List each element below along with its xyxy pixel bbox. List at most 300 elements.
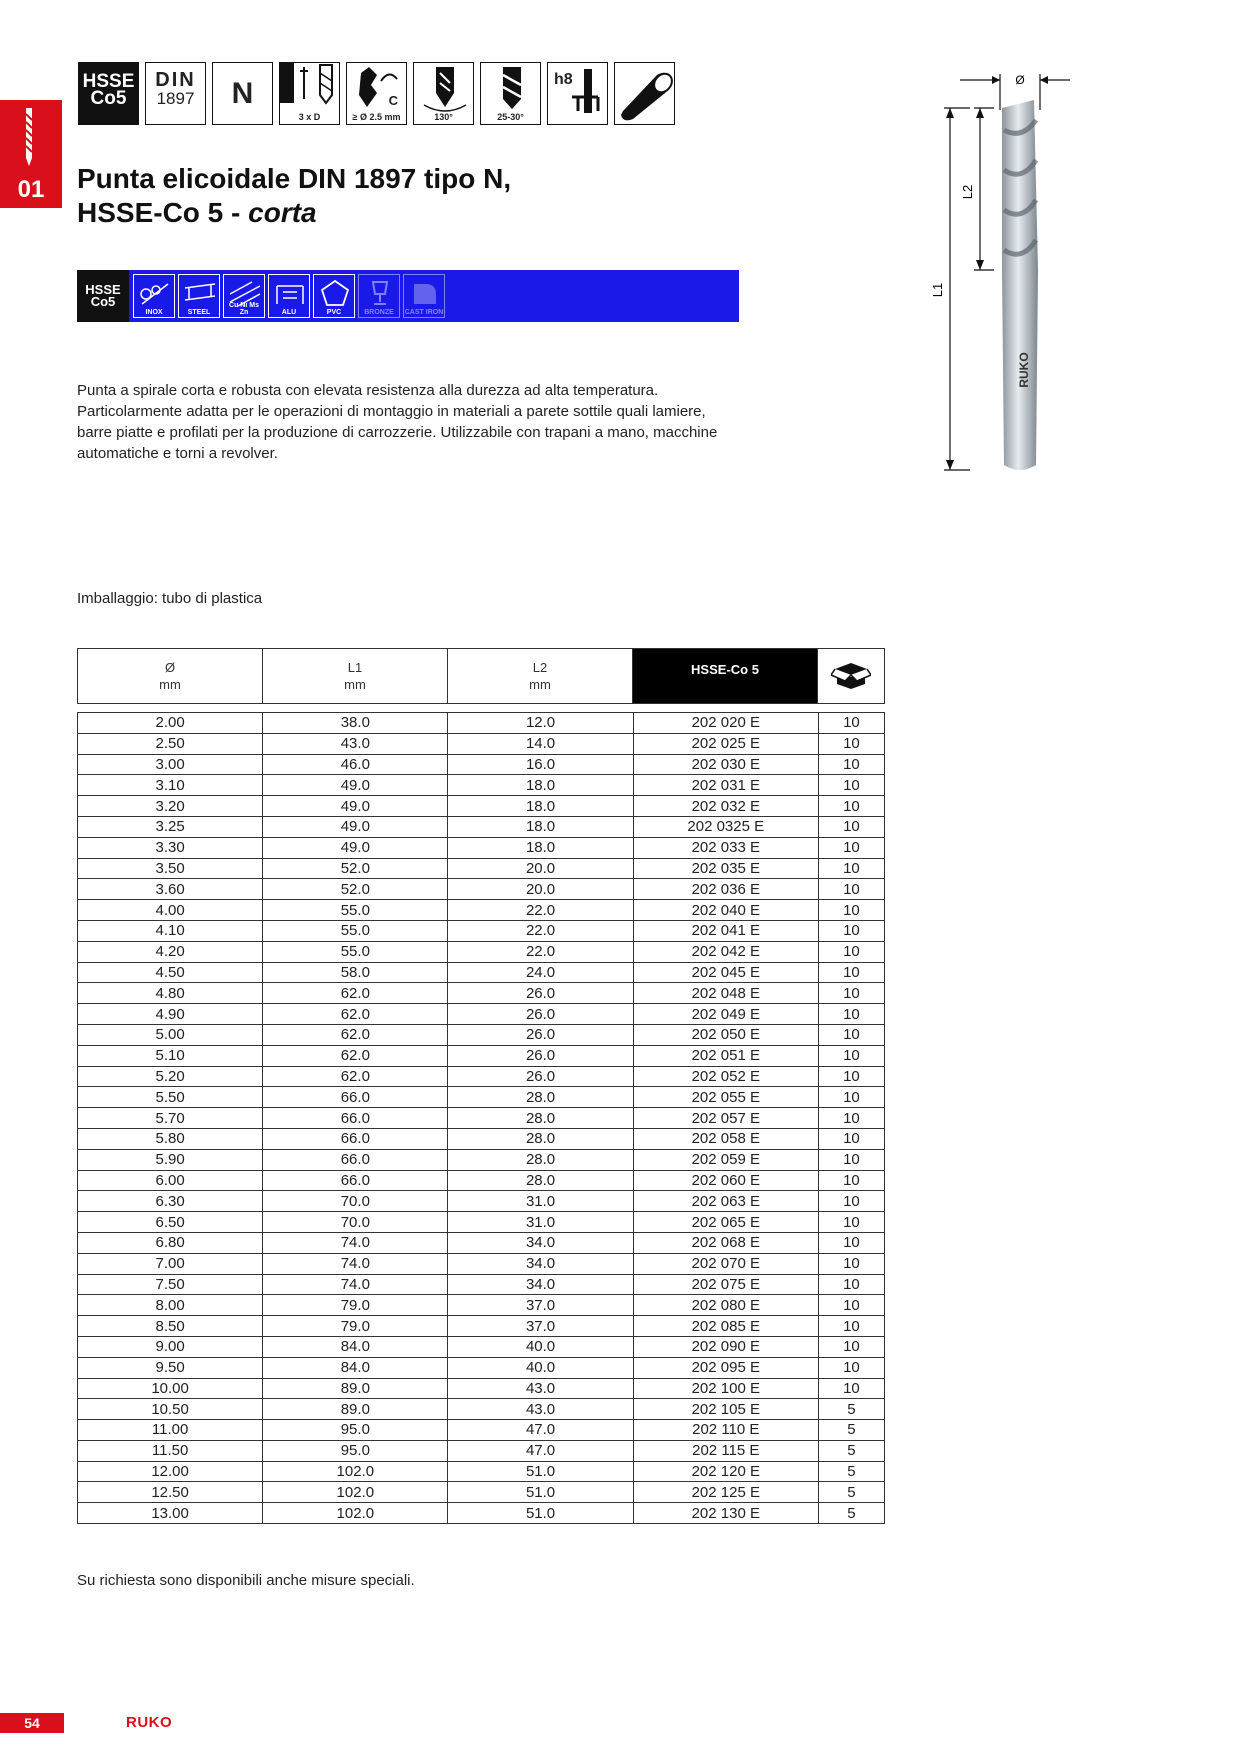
din-number: 1897	[156, 89, 195, 108]
col-l2	[448, 649, 633, 703]
table-row	[78, 754, 885, 775]
cell-l2: 22.0	[448, 920, 633, 941]
table-row	[78, 1066, 885, 1087]
cell-diameter: 5.80	[78, 1128, 263, 1149]
cell-pack: 10	[818, 983, 884, 1004]
box-icon	[831, 657, 871, 691]
packaging-info: Imballaggio: tubo di plastica	[77, 590, 263, 607]
footer-note: Su richiesta sono disponibili anche misure speciali.	[77, 1572, 415, 1589]
section-number: 01	[17, 176, 45, 203]
material-hsse-badge	[77, 270, 129, 322]
cell-l1: 74.0	[263, 1253, 448, 1274]
l2-label: L2	[960, 184, 975, 200]
product-description	[77, 380, 797, 464]
cell-article: 202 130 E	[633, 1503, 818, 1524]
cell-l1: 62.0	[263, 1004, 448, 1025]
cell-pack: 5	[818, 1482, 884, 1503]
product-table	[77, 712, 885, 1524]
cell-l2: 51.0	[448, 1482, 633, 1503]
material-bronze	[358, 274, 400, 318]
cell-diameter: 7.50	[78, 1274, 263, 1295]
cell-pack: 10	[818, 1128, 884, 1149]
diameter-label: Ø	[1015, 73, 1025, 87]
cell-article: 202 060 E	[633, 1170, 818, 1191]
cell-l2: 18.0	[448, 796, 633, 817]
material-label: BRONZE	[364, 309, 394, 316]
cell-pack: 10	[818, 962, 884, 983]
material-pvc	[313, 274, 355, 318]
cell-l1: 58.0	[263, 962, 448, 983]
cell-article: 202 0325 E	[633, 816, 818, 837]
drilling-depth-icon	[279, 62, 340, 125]
cell-l1: 102.0	[263, 1503, 448, 1524]
cell-article: 202 032 E	[633, 796, 818, 817]
table-row	[78, 962, 885, 983]
title-line-2	[77, 196, 511, 230]
cell-pack: 10	[818, 1191, 884, 1212]
material-icons	[133, 274, 445, 318]
tolerance-label: h8	[554, 71, 573, 88]
cell-diameter: 9.50	[78, 1357, 263, 1378]
material-nonferrous	[223, 274, 265, 318]
shank-icon	[614, 62, 675, 125]
cell-pack: 10	[818, 1066, 884, 1087]
cell-l1: 79.0	[263, 1295, 448, 1316]
table-row	[78, 1191, 885, 1212]
table-row	[78, 1045, 885, 1066]
cell-l2: 40.0	[448, 1336, 633, 1357]
center-label: ≥ Ø 2.5 mm	[352, 112, 401, 122]
col-l1	[263, 649, 448, 703]
cell-diameter: 12.00	[78, 1461, 263, 1482]
din-badge	[145, 62, 206, 125]
cell-article: 202 058 E	[633, 1128, 818, 1149]
cell-pack: 5	[818, 1420, 884, 1441]
material-cast-iron	[403, 274, 445, 318]
cell-article: 202 105 E	[633, 1399, 818, 1420]
cell-l2: 26.0	[448, 1024, 633, 1045]
cell-l2: 51.0	[448, 1461, 633, 1482]
table-row	[78, 1087, 885, 1108]
cell-pack: 10	[818, 754, 884, 775]
cell-article: 202 048 E	[633, 983, 818, 1004]
cell-l2: 20.0	[448, 858, 633, 879]
table-row	[78, 941, 885, 962]
cell-l1: 74.0	[263, 1274, 448, 1295]
cell-l1: 52.0	[263, 858, 448, 879]
cell-l2: 51.0	[448, 1503, 633, 1524]
drill-illustration	[930, 70, 1070, 490]
cell-l2: 16.0	[448, 754, 633, 775]
cell-l1: 46.0	[263, 754, 448, 775]
cell-l2: 12.0	[448, 713, 633, 734]
cell-diameter: 11.00	[78, 1420, 263, 1441]
cell-l2: 28.0	[448, 1128, 633, 1149]
cell-article: 202 042 E	[633, 941, 818, 962]
cell-l2: 26.0	[448, 1045, 633, 1066]
table-row	[78, 1378, 885, 1399]
table-row	[78, 1461, 885, 1482]
table-row	[78, 775, 885, 796]
cell-article: 202 040 E	[633, 900, 818, 921]
material-hsse-label: HSSE	[85, 282, 121, 297]
hsse-label: HSSE	[82, 71, 135, 92]
cell-pack: 10	[818, 1149, 884, 1170]
cell-diameter: 4.80	[78, 983, 263, 1004]
table-row	[78, 1149, 885, 1170]
cell-l1: 66.0	[263, 1087, 448, 1108]
cell-diameter: 5.10	[78, 1045, 263, 1066]
cell-pack: 10	[818, 1357, 884, 1378]
cell-l1: 84.0	[263, 1336, 448, 1357]
din-label: DIN	[155, 69, 196, 91]
col-label: L1	[347, 660, 363, 675]
cell-l2: 37.0	[448, 1316, 633, 1337]
cell-l2: 28.0	[448, 1170, 633, 1191]
cell-diameter: 3.20	[78, 796, 263, 817]
cell-l1: 49.0	[263, 775, 448, 796]
table-row	[78, 1024, 885, 1045]
cell-pack: 10	[818, 920, 884, 941]
col-label: HSSE-Co 5	[691, 662, 759, 677]
type-label: N	[231, 77, 254, 110]
center-drill-icon	[346, 62, 407, 125]
cell-pack: 10	[818, 1274, 884, 1295]
cell-diameter: 3.50	[78, 858, 263, 879]
cell-diameter: 8.50	[78, 1316, 263, 1337]
cell-diameter: 5.20	[78, 1066, 263, 1087]
cell-diameter: 5.50	[78, 1087, 263, 1108]
cell-diameter: 9.00	[78, 1336, 263, 1357]
cell-l1: 66.0	[263, 1108, 448, 1129]
cell-l2: 18.0	[448, 816, 633, 837]
cell-diameter: 5.90	[78, 1149, 263, 1170]
cell-diameter: 3.25	[78, 816, 263, 837]
cell-l1: 49.0	[263, 796, 448, 817]
material-label: INOX	[145, 309, 163, 316]
cell-article: 202 041 E	[633, 920, 818, 941]
cell-article: 202 049 E	[633, 1004, 818, 1025]
cell-pack: 10	[818, 1087, 884, 1108]
cell-l2: 28.0	[448, 1149, 633, 1170]
cell-diameter: 12.50	[78, 1482, 263, 1503]
cell-diameter: 4.00	[78, 900, 263, 921]
cell-pack: 10	[818, 1004, 884, 1025]
cell-l1: 52.0	[263, 879, 448, 900]
cell-diameter: 4.20	[78, 941, 263, 962]
table-row	[78, 900, 885, 921]
cast-iron-icon	[408, 278, 442, 308]
table-row	[78, 713, 885, 734]
table-row	[78, 1482, 885, 1503]
helix-label: 25-30°	[497, 112, 524, 122]
table-body	[78, 713, 885, 1524]
brand-logo: RUKO	[126, 1714, 173, 1731]
cell-l2: 18.0	[448, 775, 633, 796]
table-row	[78, 1420, 885, 1441]
cell-pack: 10	[818, 858, 884, 879]
cell-l2: 22.0	[448, 900, 633, 921]
material-inox	[133, 274, 175, 318]
cell-article: 202 100 E	[633, 1378, 818, 1399]
section-tab	[0, 100, 62, 208]
cell-pack: 10	[818, 1024, 884, 1045]
cell-l1: 89.0	[263, 1378, 448, 1399]
table-row	[78, 1128, 885, 1149]
cell-l2: 40.0	[448, 1357, 633, 1378]
alu-icon	[273, 278, 307, 308]
spec-icon-row	[78, 62, 675, 125]
table-row	[78, 796, 885, 817]
table-row	[78, 1232, 885, 1253]
material-bar	[77, 270, 739, 322]
cell-article: 202 120 E	[633, 1461, 818, 1482]
cell-article: 202 030 E	[633, 754, 818, 775]
cell-diameter: 4.90	[78, 1004, 263, 1025]
cell-article: 202 051 E	[633, 1045, 818, 1066]
cell-diameter: 10.00	[78, 1378, 263, 1399]
steel-icon	[183, 278, 217, 308]
cell-article: 202 035 E	[633, 858, 818, 879]
description-line: Particolarmente adatta per le operazioni di montaggio in materiali a parete sottile quali lamiere,	[77, 403, 706, 420]
cell-article: 202 052 E	[633, 1066, 818, 1087]
cell-l1: 66.0	[263, 1170, 448, 1191]
cell-l1: 62.0	[263, 983, 448, 1004]
drill-brand: RUKO	[1017, 352, 1031, 388]
title-line-2-italic: corta	[248, 197, 317, 228]
cell-pack: 5	[818, 1461, 884, 1482]
cell-pack: 5	[818, 1399, 884, 1420]
cell-pack: 10	[818, 1170, 884, 1191]
inox-icon	[138, 278, 172, 308]
cell-diameter: 2.00	[78, 713, 263, 734]
material-alu	[268, 274, 310, 318]
table-row	[78, 1440, 885, 1461]
cell-article: 202 020 E	[633, 713, 818, 734]
col-pack	[818, 649, 884, 703]
cell-l2: 34.0	[448, 1232, 633, 1253]
cell-pack: 10	[818, 1336, 884, 1357]
cell-l2: 37.0	[448, 1295, 633, 1316]
cell-diameter: 4.10	[78, 920, 263, 941]
cell-l1: 95.0	[263, 1420, 448, 1441]
cell-article: 202 063 E	[633, 1191, 818, 1212]
cell-l1: 95.0	[263, 1440, 448, 1461]
cell-l1: 62.0	[263, 1024, 448, 1045]
cell-pack: 10	[818, 1378, 884, 1399]
description-line: automatiche e torni a revolver.	[77, 445, 278, 462]
cell-article: 202 057 E	[633, 1108, 818, 1129]
cell-pack: 10	[818, 796, 884, 817]
table-row	[78, 879, 885, 900]
cell-diameter: 3.60	[78, 879, 263, 900]
type-n-badge	[212, 62, 273, 125]
cell-l2: 28.0	[448, 1108, 633, 1129]
cell-article: 202 115 E	[633, 1440, 818, 1461]
drill-bit-icon	[22, 106, 36, 168]
cell-l2: 31.0	[448, 1191, 633, 1212]
table-row	[78, 1503, 885, 1524]
cell-diameter: 5.00	[78, 1024, 263, 1045]
col-unit: mm	[529, 677, 551, 692]
cell-diameter: 10.50	[78, 1399, 263, 1420]
cell-l2: 18.0	[448, 837, 633, 858]
material-co5-label: Co5	[90, 294, 116, 309]
cell-pack: 10	[818, 1045, 884, 1066]
cell-article: 202 090 E	[633, 1336, 818, 1357]
cell-l1: 55.0	[263, 900, 448, 921]
cell-diameter: 8.00	[78, 1295, 263, 1316]
cell-pack: 10	[818, 816, 884, 837]
table-row	[78, 816, 885, 837]
cell-l1: 55.0	[263, 941, 448, 962]
cell-article: 202 085 E	[633, 1316, 818, 1337]
title-line-2-plain: HSSE-Co 5 -	[77, 197, 249, 228]
cell-l2: 34.0	[448, 1274, 633, 1295]
table-row	[78, 920, 885, 941]
cell-diameter: 3.10	[78, 775, 263, 796]
cell-pack: 10	[818, 775, 884, 796]
cell-article: 202 059 E	[633, 1149, 818, 1170]
point-angle-icon	[413, 62, 474, 125]
cell-pack: 10	[818, 941, 884, 962]
cell-diameter: 6.80	[78, 1232, 263, 1253]
cell-l1: 102.0	[263, 1461, 448, 1482]
cell-article: 202 025 E	[633, 733, 818, 754]
table-row	[78, 1399, 885, 1420]
cell-diameter: 7.00	[78, 1253, 263, 1274]
title-line-1: Punta elicoidale DIN 1897 tipo N,	[77, 163, 512, 194]
cell-l1: 102.0	[263, 1482, 448, 1503]
cell-l2: 22.0	[448, 941, 633, 962]
table-header	[77, 648, 885, 704]
angle-label: 130°	[434, 112, 453, 122]
cell-l2: 34.0	[448, 1253, 633, 1274]
material-label: Cu Ni Ms Zn	[229, 302, 259, 316]
cell-diameter: 6.00	[78, 1170, 263, 1191]
cell-pack: 10	[818, 1295, 884, 1316]
cell-pack: 10	[818, 837, 884, 858]
cell-diameter: 4.50	[78, 962, 263, 983]
cell-article: 202 055 E	[633, 1087, 818, 1108]
cell-pack: 10	[818, 1212, 884, 1233]
cell-article: 202 065 E	[633, 1212, 818, 1233]
table-row	[78, 858, 885, 879]
cell-diameter: 3.30	[78, 837, 263, 858]
col-label: L2	[532, 660, 548, 675]
cell-l2: 31.0	[448, 1212, 633, 1233]
cell-article: 202 045 E	[633, 962, 818, 983]
cell-article: 202 125 E	[633, 1482, 818, 1503]
material-label: CAST IRON	[404, 309, 444, 316]
cell-l1: 66.0	[263, 1128, 448, 1149]
cell-l1: 84.0	[263, 1357, 448, 1378]
description-line: barre piatte e profilati per la produzione di carrozzerie. Utilizzabile con trapani a mano, macchine	[77, 424, 718, 441]
pvc-icon	[318, 278, 352, 308]
material-label: STEEL	[187, 309, 211, 316]
cell-article: 202 033 E	[633, 837, 818, 858]
cell-pack: 10	[818, 1316, 884, 1337]
cell-l1: 43.0	[263, 733, 448, 754]
table-row	[78, 733, 885, 754]
col-diameter	[78, 649, 263, 703]
material-label: PVC	[326, 309, 342, 316]
cell-l2: 24.0	[448, 962, 633, 983]
table-row	[78, 1170, 885, 1191]
cell-l1: 79.0	[263, 1316, 448, 1337]
cell-pack: 10	[818, 1253, 884, 1274]
l1-label: L1	[930, 282, 945, 298]
helix-angle-icon	[480, 62, 541, 125]
cell-l2: 43.0	[448, 1399, 633, 1420]
cell-pack: 5	[818, 1440, 884, 1461]
description-line: Punta a spirale corta e robusta con elevata resistenza alla durezza ad alta temperatura.	[77, 382, 659, 399]
material-steel	[178, 274, 220, 318]
col-article	[633, 649, 818, 703]
cell-article: 202 070 E	[633, 1253, 818, 1274]
bronze-icon	[363, 278, 397, 308]
cell-article: 202 036 E	[633, 879, 818, 900]
cell-l1: 62.0	[263, 1045, 448, 1066]
cell-article: 202 075 E	[633, 1274, 818, 1295]
cell-l1: 66.0	[263, 1149, 448, 1170]
cell-pack: 10	[818, 900, 884, 921]
cell-l1: 89.0	[263, 1399, 448, 1420]
cell-article: 202 095 E	[633, 1357, 818, 1378]
cell-l2: 26.0	[448, 1066, 633, 1087]
table-row	[78, 1357, 885, 1378]
cell-article: 202 050 E	[633, 1024, 818, 1045]
cell-diameter: 5.70	[78, 1108, 263, 1129]
cell-l2: 20.0	[448, 879, 633, 900]
cell-l1: 74.0	[263, 1232, 448, 1253]
cell-l2: 26.0	[448, 1004, 633, 1025]
cell-pack: 10	[818, 1232, 884, 1253]
cell-diameter: 6.50	[78, 1212, 263, 1233]
col-unit: mm	[159, 677, 181, 692]
cell-pack: 10	[818, 879, 884, 900]
cell-pack: 10	[818, 733, 884, 754]
cell-l1: 49.0	[263, 837, 448, 858]
table-row	[78, 1336, 885, 1357]
col-label: Ø	[164, 660, 176, 675]
cell-article: 202 031 E	[633, 775, 818, 796]
cell-l2: 47.0	[448, 1420, 633, 1441]
cell-l2: 26.0	[448, 983, 633, 1004]
cell-article: 202 110 E	[633, 1420, 818, 1441]
cell-l2: 14.0	[448, 733, 633, 754]
cell-diameter: 2.50	[78, 733, 263, 754]
tolerance-icon	[547, 62, 608, 125]
table-row	[78, 1295, 885, 1316]
col-unit: mm	[344, 677, 366, 692]
center-letter: C	[388, 93, 398, 108]
table-row	[78, 1212, 885, 1233]
page-number: 54	[0, 1713, 64, 1733]
cell-article: 202 068 E	[633, 1232, 818, 1253]
cell-l2: 43.0	[448, 1378, 633, 1399]
table-row	[78, 1108, 885, 1129]
cell-l2: 28.0	[448, 1087, 633, 1108]
cell-l1: 62.0	[263, 1066, 448, 1087]
cell-diameter: 6.30	[78, 1191, 263, 1212]
hsse-co5-badge	[78, 62, 139, 125]
table-row	[78, 1316, 885, 1337]
table-row	[78, 837, 885, 858]
cell-l1: 49.0	[263, 816, 448, 837]
table-row	[78, 1274, 885, 1295]
cell-l1: 70.0	[263, 1191, 448, 1212]
